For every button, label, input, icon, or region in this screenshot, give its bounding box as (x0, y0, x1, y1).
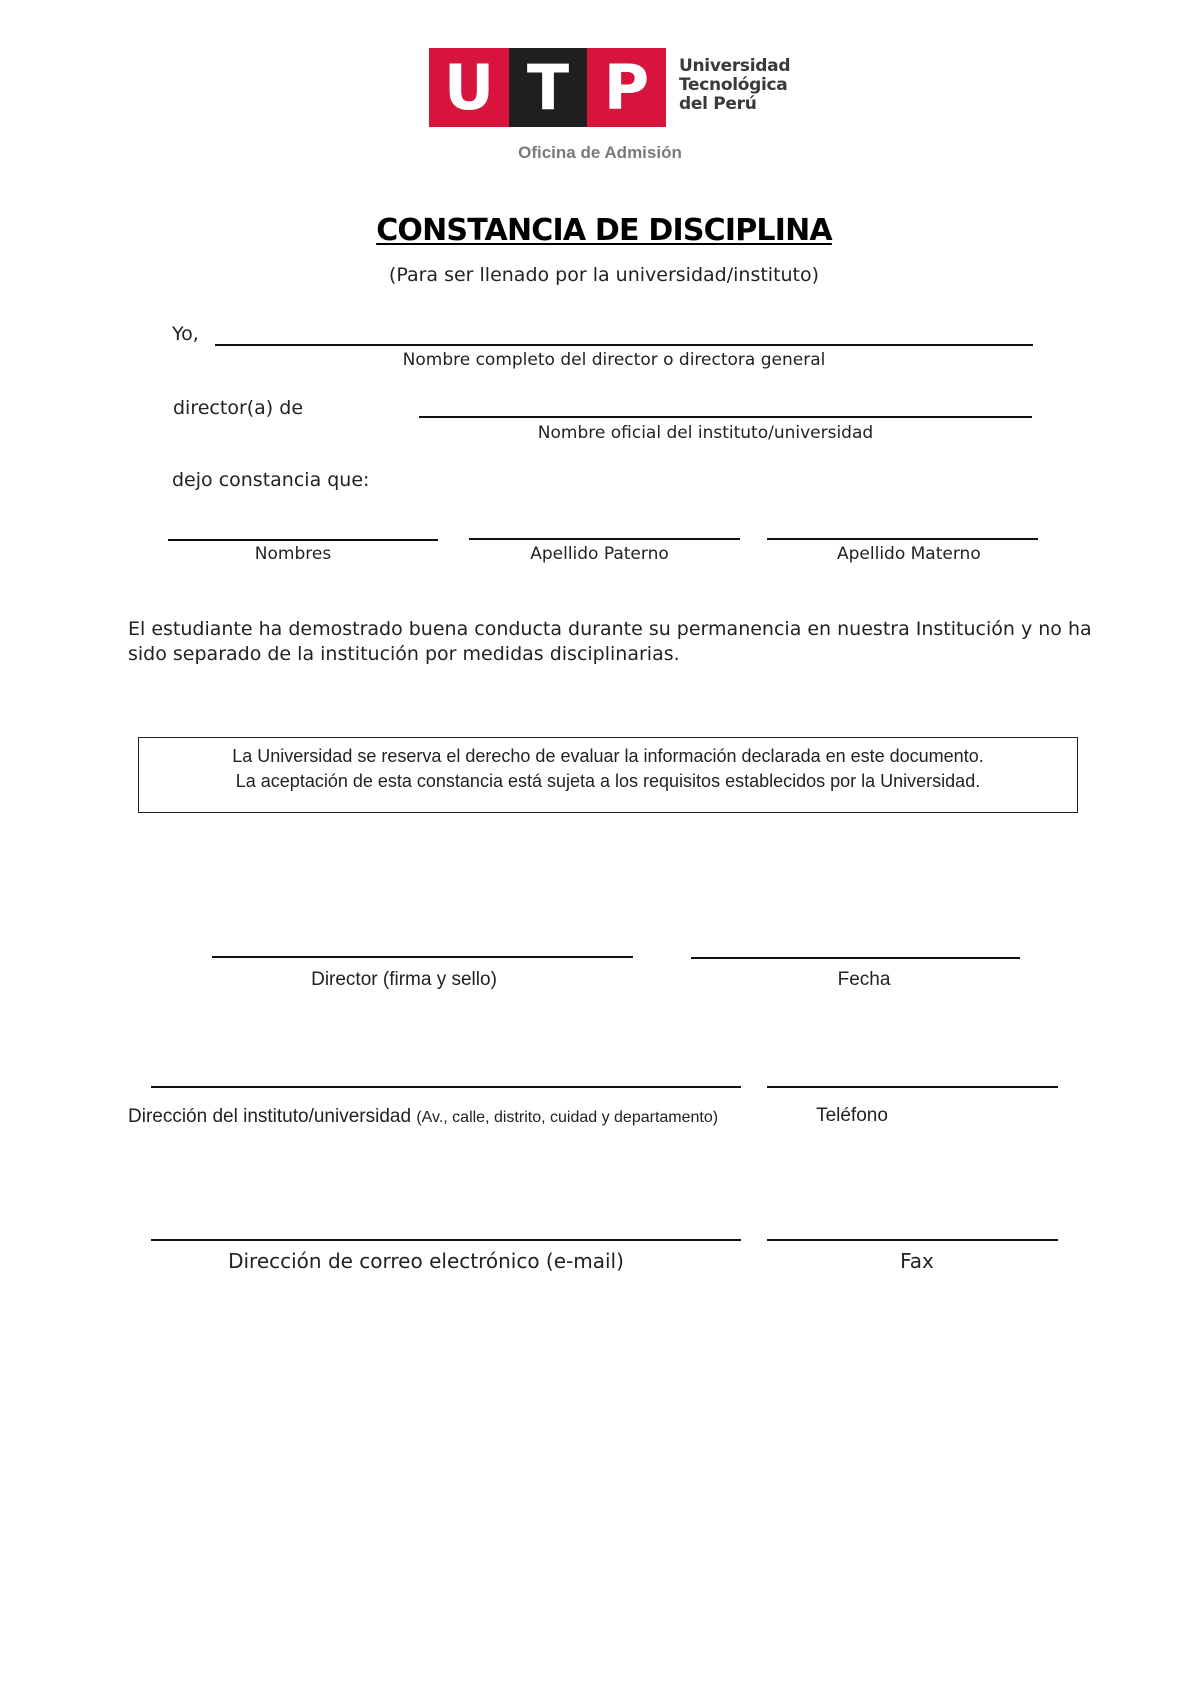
student-first-names-caption: Nombres (254, 544, 332, 564)
logo-letter-p: P (587, 48, 666, 127)
document-title: CONSTANCIA DE DISCIPLINA (376, 213, 832, 248)
notice-line-2: La aceptación de esta constancia está sujeta a los requisitos establecidos por la Universidad. (235, 771, 981, 791)
logo-text-line-3: del Perú (679, 94, 757, 114)
office-name: Oficina de Admisión (518, 143, 682, 162)
logo-wordmark (679, 57, 819, 114)
logo-text-line-2: Tecnológica (679, 75, 788, 95)
phone-field[interactable] (767, 1086, 1058, 1088)
yo-label: Yo, (172, 323, 199, 345)
institution-name-caption: Nombre oficial del instituto/universidad (537, 423, 874, 443)
certify-label: dejo constancia que: (172, 469, 370, 491)
director-signature-field[interactable] (212, 956, 633, 958)
address-field[interactable] (151, 1086, 741, 1088)
conduct-statement: El estudiante ha demostrado buena conducta durante su permanencia en nuestra Institución y no ha sido separado de la institución por medidas disciplinarias. (128, 618, 1092, 665)
address-caption (128, 1106, 828, 1128)
student-maternal-surname-field[interactable] (767, 538, 1038, 540)
student-first-names-field[interactable] (168, 539, 438, 541)
student-paternal-surname-caption: Apellido Paterno (530, 544, 669, 564)
document-subtitle: (Para ser llenado por la universidad/instituto) (388, 264, 820, 286)
logo-text-line-1: Universidad (679, 56, 791, 76)
utp-logo (429, 48, 666, 127)
logo-letter-u: U (429, 48, 509, 127)
notice-box (138, 737, 1078, 813)
director-name-caption: Nombre completo del director o directora general (402, 350, 826, 370)
address-caption-detail: (Av., calle, distrito, cuidad y departamento) (416, 1109, 719, 1126)
director-name-field[interactable] (215, 344, 1033, 346)
director-of-label: director(a) de (173, 397, 304, 419)
fax-field[interactable] (767, 1239, 1058, 1241)
student-paternal-surname-field[interactable] (469, 538, 740, 540)
phone-caption: Teléfono (816, 1105, 888, 1126)
student-maternal-surname-caption: Apellido Materno (837, 544, 981, 564)
email-field[interactable] (151, 1239, 741, 1241)
fax-caption: Fax (900, 1249, 934, 1273)
director-signature-caption: Director (firma y sello) (311, 969, 497, 990)
logo-letter-t: T (509, 48, 587, 127)
notice-line-1: La Universidad se reserva el derecho de evaluar la información declarada en este documento. (232, 746, 984, 766)
email-caption: Dirección de correo electrónico (e-mail) (228, 1249, 624, 1273)
date-caption: Fecha (837, 969, 891, 990)
institution-name-field[interactable] (419, 416, 1032, 418)
address-caption-main: Dirección del instituto/universidad (128, 1106, 417, 1127)
date-field[interactable] (691, 957, 1020, 959)
